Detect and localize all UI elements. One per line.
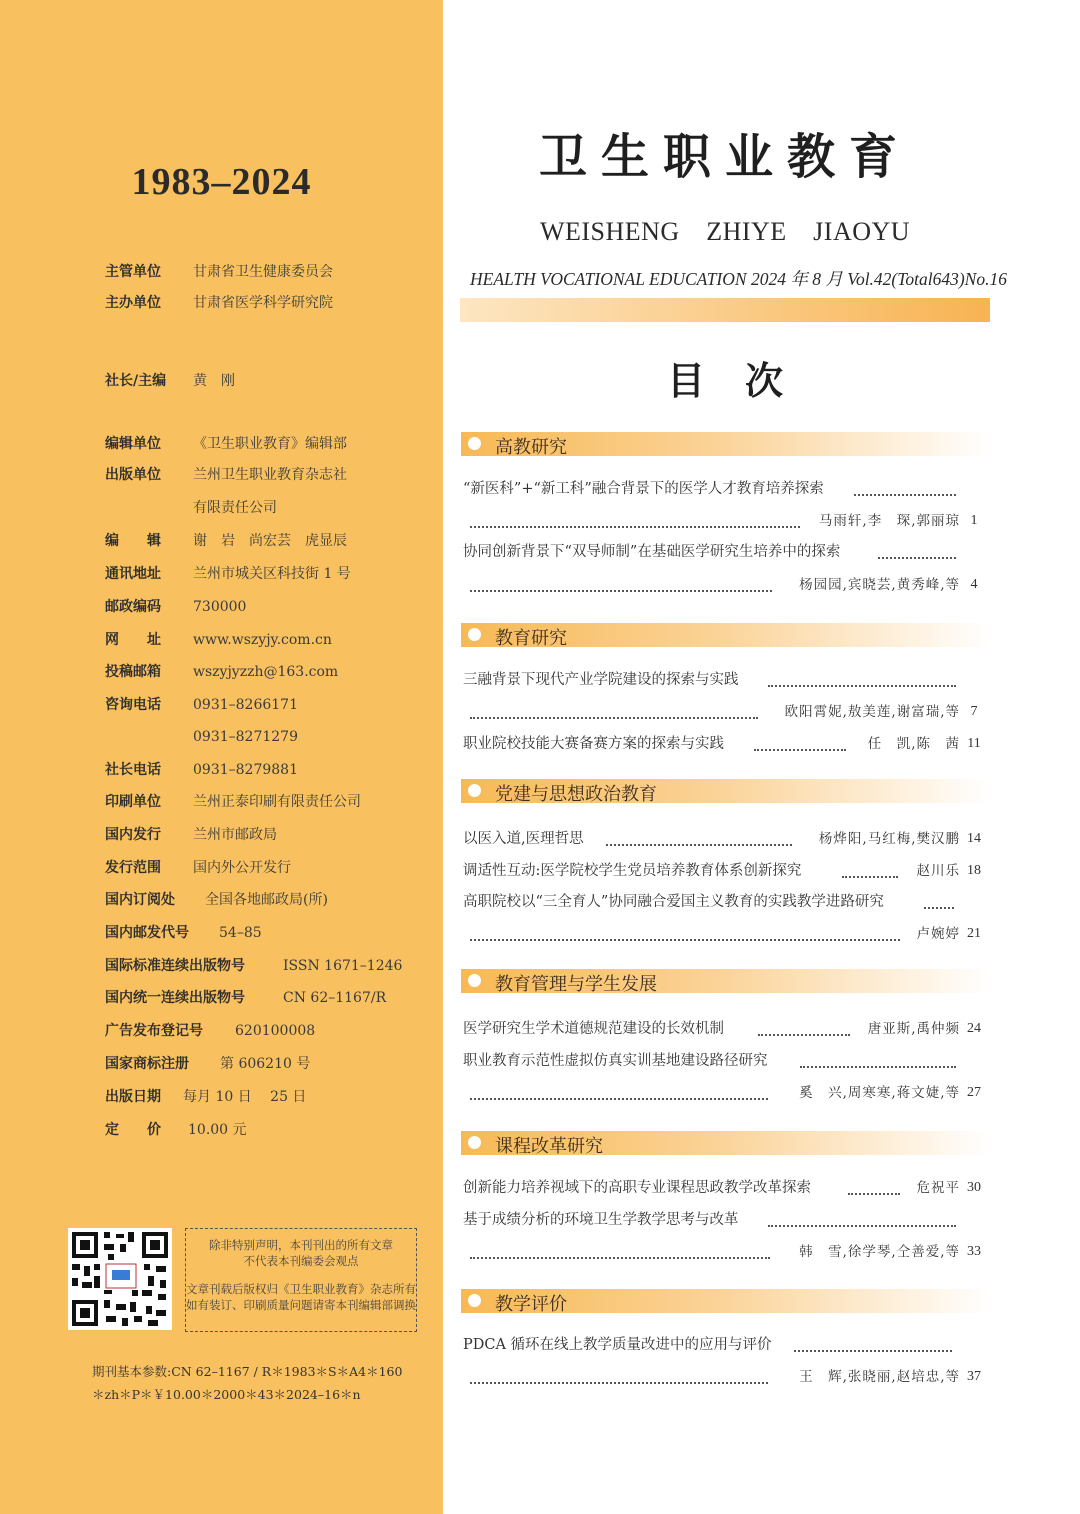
info-label: 印刷单位 (105, 794, 161, 810)
leader-dots (768, 685, 956, 687)
info-value: 兰州卫生职业教育杂志社 (193, 467, 347, 483)
toc-title[interactable]: 三融背景下现代产业学院建设的探索与实践 (463, 672, 739, 688)
toc-authors: 危祝平 (916, 1180, 960, 1196)
info-value: wszyjyzzh@163.com (193, 664, 339, 680)
leader-dots (470, 526, 800, 528)
issue-line: HEALTH VOCATIONAL EDUCATION 2024 年 8 月 Vol.42(Total643)No.16 (470, 269, 1007, 289)
info-label: 网 址 (105, 632, 161, 648)
info-label: 国内订阅处 (105, 892, 175, 908)
info-row (105, 663, 339, 681)
info-row (105, 598, 247, 616)
toc-title[interactable]: 基于成绩分析的环境卫生学教学思考与改革 (463, 1212, 739, 1228)
info-value: 甘肃省医学科学研究院 (193, 295, 333, 311)
contents-title: 目次 (666, 358, 823, 403)
leader-dots (842, 876, 898, 878)
info-value: 730000 (193, 599, 247, 615)
info-row (105, 532, 347, 550)
info-row (105, 891, 328, 909)
info-label: 主办单位 (105, 295, 161, 311)
toc-authors: 王 辉,张晓丽,赵培忠,等 (799, 1369, 960, 1385)
section-header (461, 1131, 991, 1155)
info-value: 54–85 (219, 925, 262, 941)
info-label: 发行范围 (105, 860, 161, 876)
info-row (105, 631, 332, 649)
leader-dots (924, 907, 954, 909)
toc-authors: 欧阳霄妮,敖美莲,谢富瑞,等 (784, 704, 960, 720)
info-row (105, 924, 262, 942)
leader-dots (768, 1225, 956, 1227)
info-row (105, 435, 347, 453)
info-value: 0931–8271279 (193, 729, 298, 745)
section-title: 课程改革研究 (495, 1136, 603, 1157)
info-value: www.wszyjy.com.cn (193, 632, 332, 648)
leader-dots (470, 590, 772, 592)
toc-page: 7 (970, 704, 978, 719)
section-header (461, 432, 991, 456)
info-value: 《卫生职业教育》编辑部 (193, 436, 347, 452)
info-row (105, 793, 361, 811)
info-row (105, 696, 298, 714)
info-label: 国际标准连续出版物号 (105, 958, 245, 974)
toc-authors: 韩 雪,徐学琴,仝善爱,等 (799, 1244, 960, 1260)
leader-dots (470, 717, 758, 719)
info-row (105, 989, 387, 1007)
toc-page: 18 (967, 863, 981, 878)
toc-authors: 赵川乐 (916, 863, 960, 879)
info-value: 全国各地邮政局(所) (205, 892, 328, 908)
info-row (105, 263, 333, 281)
info-label: 主管单位 (105, 264, 161, 280)
leader-dots (606, 844, 792, 846)
info-value: 国内外公开发行 (193, 860, 291, 876)
toc-page: 14 (967, 831, 981, 846)
info-label: 咨询电话 (105, 697, 161, 713)
toc-authors: 杨园园,宾晓芸,黄秀峰,等 (799, 577, 960, 593)
info-value: CN 62–1167/R (283, 990, 387, 1006)
leader-dots (758, 1034, 850, 1036)
info-row (105, 1055, 311, 1073)
info-value: 10.00 元 (188, 1122, 247, 1138)
toc-authors: 奚 兴,周寒寒,蒋文婕,等 (799, 1085, 960, 1101)
bullet-icon (468, 628, 481, 641)
info-value: 兰州正泰印刷有限责任公司 (193, 794, 361, 810)
info-value: 第 606210 号 (220, 1056, 311, 1072)
info-value: 每月 10 日 25 日 (183, 1089, 307, 1105)
info-label: 社长/主编 (105, 373, 167, 389)
qr-code-icon[interactable] (68, 1228, 172, 1330)
toc-title[interactable]: 职业教育示范性虚拟仿真实训基地建设路径研究 (463, 1053, 768, 1069)
bullet-icon (468, 1294, 481, 1307)
left-sidebar (0, 0, 443, 1514)
toc-page: 1 (970, 513, 978, 528)
info-value: 兰州市城关区科技街 1 号 (193, 566, 351, 582)
toc-title[interactable]: 创新能力培养视域下的高职专业课程思政教学改革探索 (463, 1180, 811, 1196)
years-title: 1983–2024 (131, 161, 312, 203)
info-label: 编辑单位 (105, 436, 161, 452)
info-value: 0931–8266171 (193, 697, 298, 713)
info-label: 投稿邮箱 (105, 664, 161, 680)
toc-page: 37 (967, 1369, 981, 1384)
toc-authors: 马雨轩,李 琛,郭丽琼 (818, 513, 960, 529)
section-title: 教学评价 (495, 1294, 567, 1315)
info-value: 兰州市邮政局 (193, 827, 277, 843)
leader-dots (800, 1066, 956, 1068)
notice-line: 如有装订、印刷质量问题请寄本刊编辑部调换 (186, 1298, 416, 1312)
section-title: 教育研究 (495, 628, 567, 649)
leader-dots (794, 1350, 952, 1352)
toc-authors: 杨烨阳,马红梅,樊汉鹏 (818, 831, 960, 847)
info-value: 0931–8279881 (193, 762, 298, 778)
info-row (105, 565, 351, 583)
info-row (105, 1121, 247, 1139)
leader-dots (470, 1098, 768, 1100)
toc-title[interactable]: 职业院校技能大赛备赛方案的探索与实践 (463, 736, 724, 752)
section-title: 教育管理与学生发展 (495, 974, 657, 995)
journal-params: 期刊基本参数:CN 62–1167 / R＊1983＊S＊A4＊160 (92, 1364, 403, 1379)
info-row (105, 859, 291, 877)
info-row (105, 826, 277, 844)
info-row (105, 372, 235, 390)
toc-authors: 卢婉婷 (916, 926, 960, 942)
info-value: 黄 刚 (193, 373, 235, 389)
info-label: 国内统一连续出版物号 (105, 990, 245, 1006)
info-value: 有限责任公司 (193, 500, 277, 516)
section-header (461, 779, 991, 803)
toc-page: 11 (967, 736, 981, 751)
info-label: 通讯地址 (105, 566, 161, 582)
copyright-notice (185, 1228, 417, 1332)
journal-title-pinyin: WEISHENG ZHIYE JIAOYU (539, 217, 911, 246)
info-label: 出版日期 (105, 1089, 161, 1105)
toc-authors: 任 凯,陈 茜 (867, 736, 960, 752)
info-label: 社长电话 (105, 762, 161, 778)
leader-dots (470, 1257, 770, 1259)
toc-page: 4 (970, 577, 978, 592)
info-row (105, 1022, 316, 1040)
toc-title[interactable]: 医学研究生学术道德规范建设的长效机制 (463, 1021, 724, 1037)
toc-authors: 唐亚斯,禹仲频 (867, 1021, 960, 1037)
leader-dots (878, 557, 956, 559)
toc-page: 33 (967, 1244, 981, 1259)
section-title: 党建与思想政治教育 (495, 784, 657, 805)
notice-line: 除非特别声明，本刊刊出的所有文章 (209, 1238, 393, 1252)
section-header (461, 1289, 991, 1313)
toc-page: 27 (967, 1085, 981, 1100)
info-value: 甘肃省卫生健康委员会 (193, 264, 333, 280)
header-divider-bar (460, 298, 990, 322)
info-row (105, 1088, 307, 1106)
section-header (461, 969, 991, 993)
info-value: 谢 岩 尚宏芸 虎显辰 (193, 533, 347, 549)
info-row (105, 761, 298, 779)
info-label: 编 辑 (105, 533, 161, 549)
toc-title[interactable]: 以医入道,医理哲思 (463, 831, 584, 847)
info-row (105, 466, 347, 484)
notice-line: 文章刊载后版权归《卫生职业教育》杂志所有 (186, 1282, 416, 1296)
leader-dots (754, 749, 846, 751)
info-value: ISSN 1671–1246 (283, 958, 403, 974)
info-row (105, 294, 333, 312)
bullet-icon (468, 784, 481, 797)
toc-page: 24 (967, 1021, 981, 1036)
journal-params: ＊zh＊P＊￥10.00＊2000＊43＊2024–16＊n (92, 1387, 361, 1402)
leader-dots (854, 494, 956, 496)
toc-page: 30 (967, 1180, 981, 1195)
info-row (105, 957, 403, 975)
toc-title[interactable]: 高职院校以“三全育人”协同融合爱国主义教育的实践教学进路研究 (463, 894, 884, 910)
bullet-icon (468, 974, 481, 987)
info-label: 广告发布登记号 (105, 1023, 203, 1039)
journal-title: 卫生职业教育 (538, 129, 911, 185)
info-label: 邮政编码 (105, 599, 161, 615)
bullet-icon (468, 437, 481, 450)
toc-title[interactable]: PDCA 循环在线上教学质量改进中的应用与评价 (463, 1337, 772, 1353)
info-label: 出版单位 (105, 467, 161, 483)
section-header (461, 623, 991, 647)
toc-title[interactable]: 协同创新背景下“双导师制”在基础医学研究生培养中的探索 (463, 544, 841, 560)
toc-title[interactable]: “新医科”+“新工科”融合背景下的医学人才教育培养探索 (463, 481, 824, 497)
info-label: 国内发行 (105, 827, 161, 843)
section-title: 高教研究 (495, 437, 567, 458)
info-label: 国内邮发代号 (105, 925, 189, 941)
bullet-icon (468, 1136, 481, 1149)
notice-line: 不代表本刊编委会观点 (243, 1254, 359, 1268)
info-label: 定 价 (105, 1122, 161, 1138)
info-value: 620100008 (235, 1023, 316, 1039)
info-label: 国家商标注册 (105, 1056, 189, 1072)
leader-dots (848, 1193, 900, 1195)
toc-page: 21 (967, 926, 981, 941)
leader-dots (470, 1382, 768, 1384)
leader-dots (470, 939, 900, 941)
toc-title[interactable]: 调适性互动:医学院校学生党员培养教育体系创新探究 (463, 863, 802, 879)
